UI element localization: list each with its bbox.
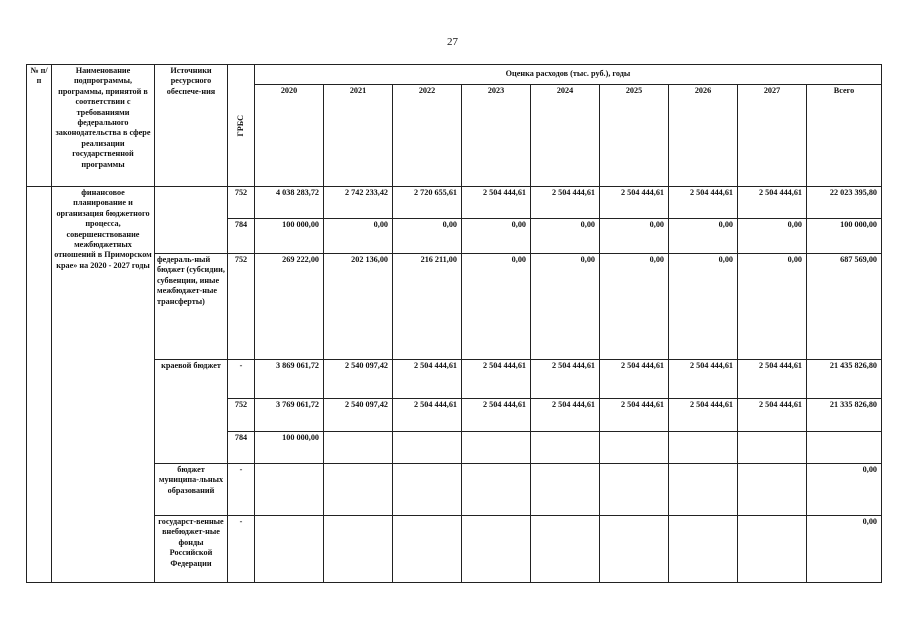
value-cell: 2 504 444,61	[393, 360, 462, 399]
year-total: Всего	[807, 85, 882, 187]
value-cell: 0,00	[807, 464, 882, 516]
budget-table	[26, 64, 882, 583]
value-cell	[669, 432, 738, 464]
value-cell: 100 000,00	[255, 219, 324, 254]
value-cell: 0,00	[393, 219, 462, 254]
value-cell: 2 504 444,61	[462, 360, 531, 399]
header-source: Источники ресурсного обеспече-ния	[155, 65, 228, 187]
value-cell: 2 540 097,42	[324, 399, 393, 432]
value-cell	[738, 432, 807, 464]
header-name: Наименование подпрограммы, программы, принятой в соответствии с требованиями федерального законодательства в сфере реализации государственной программы	[52, 65, 155, 187]
value-cell: 2 504 444,61	[531, 187, 600, 219]
year-2023: 2023	[462, 85, 531, 187]
value-cell: 2 504 444,61	[738, 360, 807, 399]
value-cell: 2 720 655,61	[393, 187, 462, 219]
source-cell-empty	[155, 187, 228, 254]
value-cell: 3 869 061,72	[255, 360, 324, 399]
grbs-cell: 784	[228, 432, 255, 464]
value-cell	[255, 516, 324, 583]
value-cell: 0,00	[738, 254, 807, 360]
value-cell: 687 569,00	[807, 254, 882, 360]
grbs-cell: -	[228, 360, 255, 399]
header-grbs: ГРБС	[235, 114, 245, 137]
header-estimate: Оценка расходов (тыс. руб.), годы	[255, 65, 882, 85]
value-cell: 2 504 444,61	[600, 399, 669, 432]
value-cell: 0,00	[531, 219, 600, 254]
value-cell: 216 211,00	[393, 254, 462, 360]
year-2024: 2024	[531, 85, 600, 187]
grbs-cell: 752	[228, 399, 255, 432]
value-cell: 2 504 444,61	[738, 187, 807, 219]
value-cell: 2 504 444,61	[669, 187, 738, 219]
value-cell: 100 000,00	[807, 219, 882, 254]
value-cell: 22 023 395,80	[807, 187, 882, 219]
value-cell	[324, 432, 393, 464]
value-cell: 2 504 444,61	[531, 360, 600, 399]
value-cell: 2 504 444,61	[669, 360, 738, 399]
value-cell: 2 504 444,61	[531, 399, 600, 432]
table-row	[27, 187, 882, 219]
value-cell: 0,00	[462, 219, 531, 254]
grbs-cell: 784	[228, 219, 255, 254]
value-cell	[393, 464, 462, 516]
value-cell: 0,00	[738, 219, 807, 254]
value-cell	[738, 464, 807, 516]
value-cell	[531, 516, 600, 583]
header-row-1	[27, 65, 882, 85]
value-cell	[807, 432, 882, 464]
program-name: финансовое планирование и организация бюджетного процесса, совершенствование межбюджетных отношений в Приморском крае» на 2020 - 2027 годы	[52, 187, 155, 583]
value-cell: 2 504 444,61	[738, 399, 807, 432]
year-2025: 2025	[600, 85, 669, 187]
year-2020: 2020	[255, 85, 324, 187]
value-cell: 0,00	[669, 219, 738, 254]
value-cell	[600, 432, 669, 464]
grbs-cell: 752	[228, 254, 255, 360]
value-cell	[600, 464, 669, 516]
year-2027: 2027	[738, 85, 807, 187]
value-cell	[669, 516, 738, 583]
year-2021: 2021	[324, 85, 393, 187]
value-cell: 3 769 061,72	[255, 399, 324, 432]
value-cell	[324, 464, 393, 516]
value-cell	[255, 464, 324, 516]
value-cell: 21 435 826,80	[807, 360, 882, 399]
value-cell: 0,00	[600, 219, 669, 254]
value-cell: 21 335 826,80	[807, 399, 882, 432]
table-row	[27, 360, 882, 399]
value-cell	[669, 464, 738, 516]
value-cell: 0,00	[324, 219, 393, 254]
table-row	[27, 254, 882, 360]
value-cell	[462, 516, 531, 583]
value-cell	[600, 516, 669, 583]
year-2022: 2022	[393, 85, 462, 187]
value-cell	[462, 464, 531, 516]
value-cell	[393, 516, 462, 583]
grbs-cell: -	[228, 516, 255, 583]
value-cell: 2 504 444,61	[462, 187, 531, 219]
value-cell: 2 742 233,42	[324, 187, 393, 219]
source-extrabudget-funds: государст-венные внебюджет-ные фонды Российской Федерации	[155, 516, 228, 583]
table-row	[27, 516, 882, 583]
grbs-cell: -	[228, 464, 255, 516]
source-federal: федераль-ный бюджет (субсидии, субвенции, иные межбюджет-ные трансферты)	[155, 254, 228, 360]
value-cell	[531, 464, 600, 516]
header-grbs-cell	[228, 65, 255, 187]
value-cell: 2 504 444,61	[600, 360, 669, 399]
num-cell	[27, 187, 52, 583]
value-cell: 2 504 444,61	[669, 399, 738, 432]
value-cell	[462, 432, 531, 464]
value-cell: 0,00	[531, 254, 600, 360]
value-cell	[393, 432, 462, 464]
value-cell	[324, 516, 393, 583]
source-municipal: бюджет муниципа-льных образований	[155, 464, 228, 516]
value-cell: 2 540 097,42	[324, 360, 393, 399]
value-cell: 0,00	[600, 254, 669, 360]
header-num: № п/п	[27, 65, 52, 187]
table-row	[27, 464, 882, 516]
value-cell: 2 504 444,61	[393, 399, 462, 432]
page-number: 27	[447, 36, 458, 48]
value-cell: 100 000,00	[255, 432, 324, 464]
value-cell	[738, 516, 807, 583]
value-cell: 2 504 444,61	[600, 187, 669, 219]
year-2026: 2026	[669, 85, 738, 187]
value-cell: 269 222,00	[255, 254, 324, 360]
value-cell	[531, 432, 600, 464]
value-cell: 2 504 444,61	[462, 399, 531, 432]
grbs-cell: 752	[228, 187, 255, 219]
value-cell: 0,00	[669, 254, 738, 360]
value-cell: 4 038 283,72	[255, 187, 324, 219]
value-cell: 0,00	[462, 254, 531, 360]
value-cell: 0,00	[807, 516, 882, 583]
value-cell: 202 136,00	[324, 254, 393, 360]
source-regional: краевой бюджет	[155, 360, 228, 464]
